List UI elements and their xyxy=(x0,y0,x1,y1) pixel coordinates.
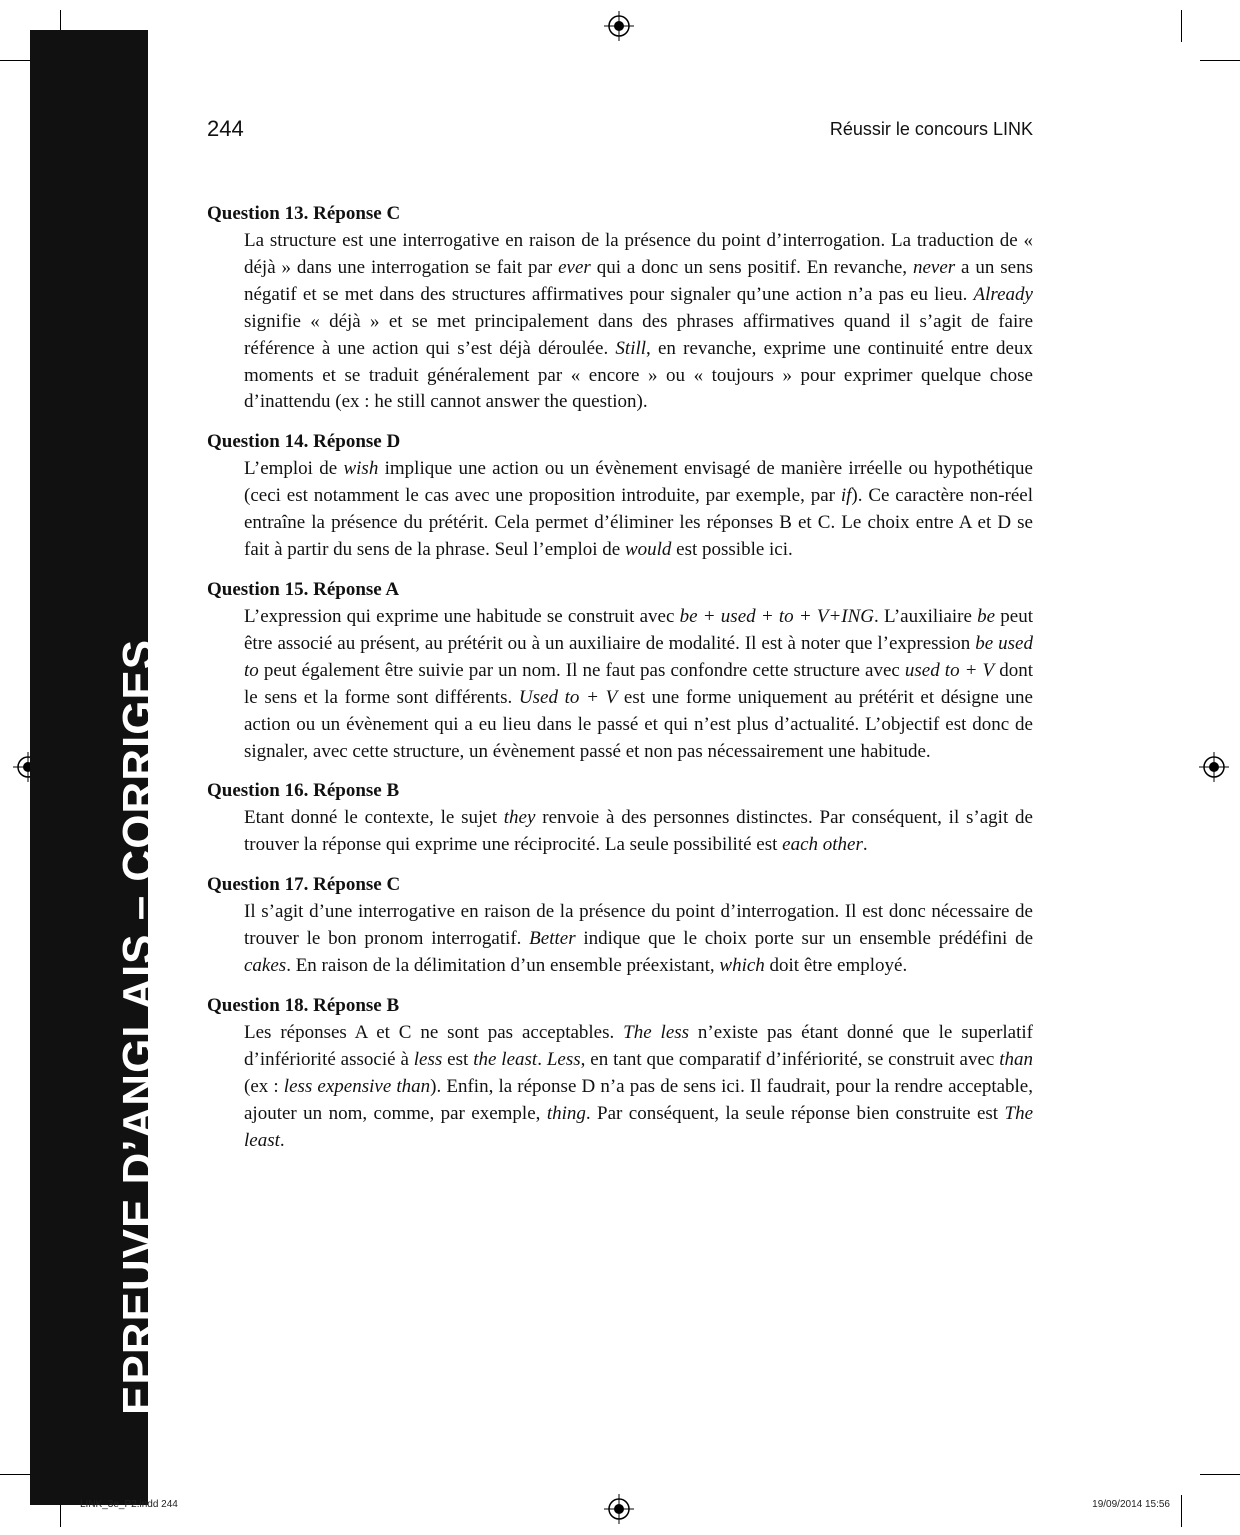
text-segment: n’existe pas étant donné que le superlatif d’infériorité associé à xyxy=(244,1021,1033,1070)
text-segment: indique que le choix porte sur un ensemble prédéfini de xyxy=(575,928,1034,950)
text-segment: qui a donc un sens positif. En revanche, xyxy=(590,256,913,278)
question-block xyxy=(207,200,1033,416)
question-block xyxy=(207,992,1033,1155)
text-segment: dont le sens et la forme sont différents. xyxy=(244,659,1033,708)
italic-term: than xyxy=(999,1048,1034,1070)
registration-mark-icon xyxy=(1198,751,1230,783)
question-title: Question 15. Réponse A xyxy=(207,578,400,600)
italic-term: be + used + to + V+ING xyxy=(679,605,875,627)
question-title: Question 17. Réponse C xyxy=(207,874,401,896)
side-band-title: EPREUVE D’ANGLAIS – CORRIGES xyxy=(114,638,163,1415)
question-explanation xyxy=(244,899,1033,980)
italic-term: if xyxy=(840,485,852,507)
text-segment: . Par conséquent, la seule réponse bien construite est xyxy=(585,1102,1005,1124)
text-segment: Etant donné le contexte, le sujet xyxy=(244,807,504,829)
question-explanation xyxy=(244,1020,1033,1155)
italic-term: each other xyxy=(782,834,863,856)
italic-term: ever xyxy=(558,256,591,278)
text-segment: implique une action ou un évènement envisagé de manière irréelle ou hypothétique (ceci est notamment le cas avec une proposition introduite, par exemple, par xyxy=(244,458,1033,507)
italic-term: Still xyxy=(615,337,647,359)
italic-term: be xyxy=(977,605,996,627)
text-segment: est possible ici. xyxy=(671,539,793,561)
italic-term: thing xyxy=(546,1102,586,1124)
registration-mark-icon xyxy=(603,1493,635,1525)
text-segment: doit être employé. xyxy=(764,955,908,977)
question-explanation xyxy=(244,456,1033,564)
italic-term: Used to + V xyxy=(518,686,618,708)
question-title: Question 16. Réponse B xyxy=(207,780,400,802)
question-block xyxy=(207,428,1033,564)
question-explanation xyxy=(244,805,1033,859)
italic-term: cakes xyxy=(244,955,287,977)
italic-term: which xyxy=(719,955,765,977)
text-segment: ). Enfin, la réponse D n’a pas de sens ici. Il faudrait, pour la rendre acceptable, ajouter un nom, comme, par exemple, xyxy=(244,1075,1033,1124)
text-segment: peut également être suivie par un nom. Il ne faut pas confondre cette structure avec xyxy=(258,659,905,681)
italic-term: Already xyxy=(973,283,1033,305)
italic-term: used to + V xyxy=(904,659,995,681)
text-segment: , en tant que comparatif d’infériorité, se construit avec xyxy=(580,1048,1000,1070)
question-block xyxy=(207,777,1033,859)
italic-term: would xyxy=(624,539,672,561)
italic-term: less xyxy=(413,1048,443,1070)
question-title: Question 18. Réponse B xyxy=(207,994,400,1016)
text-segment: ). Ce caractère non-réel entraîne la présence du prétérit. Cela permet d’éliminer les réponses B et C. Le choix entre A et D se fait à partir du sens de la phrase. Seul l’emploi de xyxy=(244,485,1034,561)
italic-term: less expensive than xyxy=(283,1075,431,1097)
question-block xyxy=(207,871,1033,980)
text-segment: Il s’agit d’une interrogative en raison de la présence du point d’interrogation. Il est donc nécessaire de trouver le bon pronom interrogatif. xyxy=(244,901,1033,950)
text-segment: . xyxy=(537,1048,547,1070)
text-segment: renvoie à des personnes distinctes. Par conséquent, il s’agit de trouver la réponse qui exprime une réciprocité. La seule possibilité est xyxy=(244,807,1033,856)
text-segment: , en revanche, exprime une continuité entre deux moments et se traduit généralement par « encore » ou « toujours » pour exprimer quelque chose d’inattendu (ex : he still cannot answer the question). xyxy=(244,337,1033,413)
italic-term: The less xyxy=(623,1021,690,1043)
italic-term: be used to xyxy=(244,632,1033,681)
question-title: Question 13. Réponse C xyxy=(207,203,401,224)
text-segment: peut être associé au présent, au prétérit ou à un auxiliaire de modalité. Il est à noter que l’expression xyxy=(244,605,1033,654)
text-segment: Les réponses A et C ne sont pas acceptables. xyxy=(244,1021,624,1043)
question-block xyxy=(207,576,1033,765)
text-segment: (ex : xyxy=(244,1075,284,1097)
text-segment: La structure est une interrogative en raison de la présence du point d’interrogation. La traduction de « déjà » dans une interrogation se fait par xyxy=(244,230,1033,278)
running-title: Réussir le concours LINK xyxy=(829,119,1033,139)
italic-term: wish xyxy=(343,458,379,480)
italic-term: The least xyxy=(244,1102,1033,1151)
question-explanation xyxy=(244,604,1033,765)
slug-file: LINK_3e_P2.indd 244 xyxy=(80,1499,178,1510)
italic-term: never xyxy=(912,256,956,278)
text-segment: . En raison de la délimitation d’un ensemble préexistant, xyxy=(286,955,720,977)
text-segment: est une forme uniquement au prétérit et désigne une action ou un évènement qui a eu lieu dans le passé et qui n’est plus d’actualité. L’objectif est donc de signaler, avec cette structure, un évènement passé et non pas nécessairement une habitude. xyxy=(244,686,1033,762)
crop-mark xyxy=(1181,1495,1182,1527)
registration-mark-icon xyxy=(603,10,635,42)
text-segment: L’expression qui exprime une habitude se construit avec xyxy=(244,605,680,627)
text-segment: L’emploi de xyxy=(244,458,344,480)
page-number: 244 xyxy=(207,116,244,141)
italic-term: the least xyxy=(473,1048,538,1070)
crop-mark xyxy=(1181,10,1182,42)
crop-mark xyxy=(1200,1474,1240,1475)
answers-section xyxy=(207,200,1033,1166)
crop-mark xyxy=(1200,60,1240,61)
text-segment: a un sens négatif et se met dans des structures affirmatives pour signaler qu’une action n’a pas eu lieu. xyxy=(244,256,1033,305)
text-segment: . xyxy=(862,834,868,856)
text-segment: . xyxy=(279,1129,285,1151)
italic-term: Better xyxy=(529,928,576,950)
text-segment: . L’auxiliaire xyxy=(874,605,978,627)
text-segment: est xyxy=(442,1048,474,1070)
text-segment: signifie « déjà » et se met principalement dans des phrases affirmatives quand il s’agit de faire référence à une action qui s’est déjà déroulée. xyxy=(244,310,1033,359)
question-explanation xyxy=(244,228,1033,416)
italic-term: Less xyxy=(546,1048,581,1070)
question-title: Question 14. Réponse D xyxy=(207,431,401,453)
italic-term: they xyxy=(503,807,536,829)
slug-date: 19/09/2014 15:56 xyxy=(1092,1499,1170,1510)
